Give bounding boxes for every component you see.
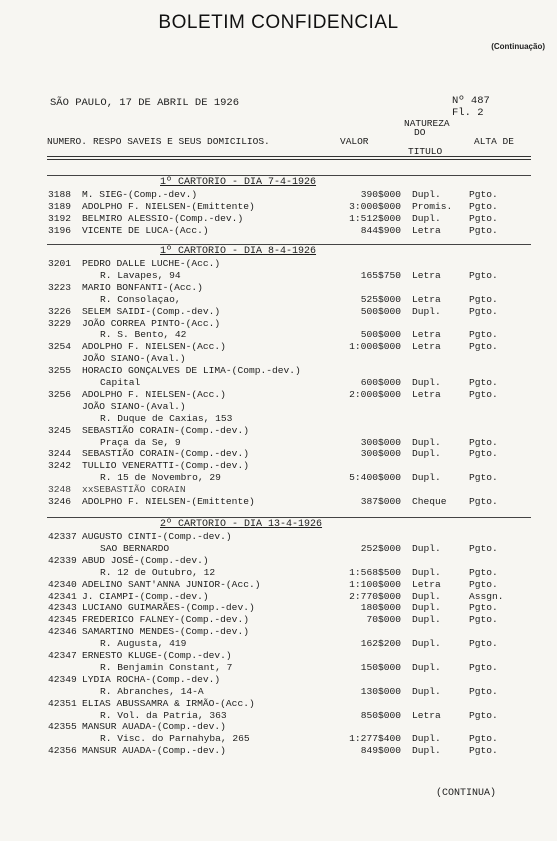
entry-status: Pgto. bbox=[469, 377, 498, 388]
entry-value: 1:568$500 bbox=[349, 566, 401, 578]
entry-nature: Dupl. bbox=[412, 566, 441, 578]
entry-value: 165$750 bbox=[360, 269, 401, 281]
entry-row bbox=[0, 614, 557, 625]
entry-address: R. Lavapes, 94 bbox=[100, 269, 181, 281]
entry-value: 849$000 bbox=[360, 745, 401, 757]
dateline: SÃO PAULO, 17 DE ABRIL DE 1926 bbox=[50, 97, 240, 109]
section-heading: 1º CARTORIO - DIA 8-4-1926 bbox=[160, 246, 317, 257]
sheet-number: Fl. 2 bbox=[452, 107, 484, 119]
entry-name: AUGUSTO CINTI-(Comp.-dev.) bbox=[82, 531, 232, 542]
entry-name: ADOLPHO F. NIELSEN-(Acc.) bbox=[82, 341, 226, 353]
entry-nature: Dupl. bbox=[412, 436, 441, 448]
entry-number: 3188 bbox=[48, 189, 72, 200]
entry-name: ADELINO SANT'ANNA JUNIOR-(Acc.) bbox=[82, 578, 261, 590]
entry-address: R. Visc. do Parnahyba, 265 bbox=[100, 733, 250, 745]
entry-address-row bbox=[0, 638, 557, 649]
entry-row bbox=[0, 555, 557, 566]
entry-status: Pgto. bbox=[469, 388, 498, 400]
entry-nature: Dupl. bbox=[412, 614, 441, 626]
entry-row bbox=[0, 674, 557, 685]
section-heading: 1º CARTORIO - DIA 7-4-1926 bbox=[160, 177, 317, 188]
entry-row bbox=[0, 401, 557, 412]
entry-status: Assgn. bbox=[469, 590, 504, 602]
entry-status: Pgto. bbox=[469, 709, 498, 721]
entry-name: SEBASTIÃO CORAIN-(Comp.-dev.) bbox=[82, 448, 249, 460]
entry-address-row bbox=[0, 543, 557, 554]
entry-row bbox=[0, 650, 557, 661]
entry-value: 2:770$000 bbox=[349, 590, 401, 602]
entry-number: 42337 bbox=[48, 531, 77, 542]
entry-row bbox=[0, 189, 557, 200]
entry-status: Pgto. bbox=[469, 305, 498, 317]
entry-address: Praça da Se, 9 bbox=[100, 436, 181, 448]
entry-status: Pgto. bbox=[469, 472, 498, 484]
entry-name: ERNESTO KLUGE-(Comp.-dev.) bbox=[82, 650, 232, 661]
bulletin-number-block bbox=[452, 95, 490, 119]
entry-row bbox=[0, 353, 557, 364]
entry-name: TULLIO VENERATTI-(Comp.-dev.) bbox=[82, 460, 249, 472]
continua-label: (CONTINUA) bbox=[436, 788, 497, 799]
entry-value: 2:000$000 bbox=[349, 388, 401, 400]
entry-nature: Letra bbox=[412, 388, 441, 400]
entry-address-row bbox=[0, 733, 557, 744]
entry-address: R. Vol. da Patria, 363 bbox=[100, 709, 227, 721]
entry-row bbox=[0, 341, 557, 352]
entry-status: Pgto. bbox=[469, 200, 498, 212]
entry-address-row bbox=[0, 437, 557, 448]
entry-address: R. Consolaçao, bbox=[100, 293, 181, 305]
entry-address: R. Abranches, 14-A bbox=[100, 685, 204, 697]
entry-name: JOÃO CORREA PINTO-(Acc.) bbox=[82, 317, 221, 329]
section-rule bbox=[47, 175, 531, 176]
entry-address-row bbox=[0, 413, 557, 424]
entry-nature: Dupl. bbox=[412, 685, 441, 697]
entry-status: Pgto. bbox=[469, 578, 498, 590]
entry-address-row bbox=[0, 472, 557, 483]
entry-row bbox=[0, 626, 557, 637]
entry-value: 180$000 bbox=[360, 602, 401, 614]
entry-address-row bbox=[0, 377, 557, 388]
entry-number: 42351 bbox=[48, 697, 77, 709]
entry-row bbox=[0, 698, 557, 709]
continuation-label: (Continuação) bbox=[491, 42, 545, 51]
entry-number: 3255 bbox=[48, 365, 72, 377]
entry-status: Pgto. bbox=[469, 189, 498, 200]
entry-number: 42340 bbox=[48, 578, 77, 590]
entry-status: Pgto. bbox=[469, 329, 498, 341]
entry-name: JOÃO SIANO-(Aval.) bbox=[82, 353, 186, 365]
col-natureza-1: NATUREZA bbox=[404, 118, 450, 129]
entry-nature: Dupl. bbox=[412, 212, 441, 224]
entry-value: 150$000 bbox=[360, 661, 401, 673]
entry-value: 1:000$000 bbox=[349, 341, 401, 353]
col-natureza-3: TITULO bbox=[408, 146, 443, 157]
entry-nature: Cheque bbox=[412, 496, 447, 507]
entry-status: Pgto. bbox=[469, 224, 498, 236]
entry-status: Pgto. bbox=[469, 661, 498, 673]
bulletin-number: Nº 487 bbox=[452, 95, 490, 107]
col-alta: ALTA DE bbox=[474, 136, 514, 147]
entry-nature: Dupl. bbox=[412, 733, 441, 745]
entry-nature: Dupl. bbox=[412, 542, 441, 554]
entry-status: Pgto. bbox=[469, 341, 498, 353]
entry-address: R. Duque de Caxias, 153 bbox=[100, 412, 233, 424]
entry-name: xxSEBASTIÃO CORAIN bbox=[82, 484, 186, 496]
entry-number: 3242 bbox=[48, 460, 72, 472]
entry-value: 844$900 bbox=[360, 224, 401, 236]
entry-nature: Letra bbox=[412, 269, 441, 281]
entry-nature: Dupl. bbox=[412, 305, 441, 317]
entry-name: SELEM SAIDI-(Comp.-dev.) bbox=[82, 305, 221, 317]
entry-number: 3192 bbox=[48, 212, 72, 224]
entry-row bbox=[0, 225, 557, 236]
entry-nature: Dupl. bbox=[412, 377, 441, 388]
entry-status: Pgto. bbox=[469, 733, 498, 745]
entry-name: ADOLPHO F. NIELSEN-(Acc.) bbox=[82, 388, 226, 400]
entry-value: 600$000 bbox=[360, 377, 401, 388]
entry-row bbox=[0, 389, 557, 400]
entry-row bbox=[0, 602, 557, 613]
entry-row bbox=[0, 448, 557, 459]
entry-number: 3229 bbox=[48, 317, 72, 329]
entry-name: BELMIRO ALESSIO-(Comp.-dev.) bbox=[82, 212, 244, 224]
entry-value: 5:400$000 bbox=[349, 472, 401, 484]
entry-value: 1:100$000 bbox=[349, 578, 401, 590]
entry-status: Pgto. bbox=[469, 293, 498, 305]
entry-number: 3189 bbox=[48, 200, 72, 212]
entry-value: 130$000 bbox=[360, 685, 401, 697]
entry-number: 42355 bbox=[48, 721, 77, 733]
entry-address: R. S. Bento, 42 bbox=[100, 329, 187, 341]
entry-row bbox=[0, 484, 557, 495]
entry-address-row bbox=[0, 686, 557, 697]
entry-address: R. Benjamin Constant, 7 bbox=[100, 661, 233, 673]
entry-row bbox=[0, 258, 557, 269]
section-heading: 2º CARTORIO - DIA 13-4-1926 bbox=[160, 519, 323, 530]
entry-number: 42341 bbox=[48, 590, 77, 602]
entry-number: 3223 bbox=[48, 281, 72, 293]
entry-nature: Letra bbox=[412, 329, 441, 341]
entry-value: 500$000 bbox=[360, 329, 401, 341]
entry-name: SAMARTINO MENDES-(Comp.-dev.) bbox=[82, 626, 249, 638]
entry-address-row bbox=[0, 329, 557, 340]
entry-number: 3256 bbox=[48, 388, 72, 400]
entry-name: MARIO BONFANTI-(Acc.) bbox=[82, 281, 203, 293]
entry-row bbox=[0, 496, 557, 507]
entry-address-row bbox=[0, 710, 557, 721]
entry-name: ELIAS ABUSSAMRA & IRMÃO-(Acc.) bbox=[82, 697, 255, 709]
entry-address-row bbox=[0, 567, 557, 578]
entry-number: 3201 bbox=[48, 258, 72, 269]
entry-address: SAO BERNARDO bbox=[100, 542, 170, 554]
entry-nature: Dupl. bbox=[412, 661, 441, 673]
entry-address-row bbox=[0, 662, 557, 673]
entry-nature: Letra bbox=[412, 224, 441, 236]
entry-status: Pgto. bbox=[469, 212, 498, 224]
entry-nature: Dupl. bbox=[412, 602, 441, 614]
entry-nature: Letra bbox=[412, 709, 441, 721]
entry-address: R. 15 de Novembro, 29 bbox=[100, 472, 221, 484]
entry-name: HORACIO GONÇALVES DE LIMA-(Comp.-dev.) bbox=[82, 365, 301, 377]
entry-name: LYDIA ROCHA-(Comp.-dev.) bbox=[82, 673, 221, 685]
entry-address-row bbox=[0, 294, 557, 305]
entry-value: 500$000 bbox=[360, 305, 401, 317]
entry-number: 3248 bbox=[48, 484, 72, 496]
entry-value: 387$000 bbox=[360, 496, 401, 507]
entry-row bbox=[0, 579, 557, 590]
entry-status: Pgto. bbox=[469, 638, 498, 650]
entry-nature: Dupl. bbox=[412, 745, 441, 757]
entry-number: 42339 bbox=[48, 554, 77, 566]
entry-number: 42347 bbox=[48, 650, 77, 661]
entry-nature: Dupl. bbox=[412, 189, 441, 200]
entry-name: J. CIAMPI-(Comp.-dev.) bbox=[82, 590, 209, 602]
entry-address-row bbox=[0, 270, 557, 281]
entry-nature: Dupl. bbox=[412, 590, 441, 602]
entry-name: LUCIANO GUIMARÃES-(Comp.-dev.) bbox=[82, 602, 255, 614]
entry-number: 42343 bbox=[48, 602, 77, 614]
entry-value: 252$000 bbox=[360, 542, 401, 554]
col-numero: NUMERO. bbox=[47, 136, 87, 147]
entry-status: Pgto. bbox=[469, 436, 498, 448]
entry-number: 3244 bbox=[48, 448, 72, 460]
entry-status: Pgto. bbox=[469, 496, 498, 507]
section-rule bbox=[47, 244, 531, 245]
entry-value: 850$000 bbox=[360, 709, 401, 721]
entry-name: JOÃO SIANO-(Aval.) bbox=[82, 400, 186, 412]
entry-name: VICENTE DE LUCA-(Acc.) bbox=[82, 224, 209, 236]
entry-name: ABUD JOSÉ-(Comp.-dev.) bbox=[82, 554, 209, 566]
entry-value: 162$200 bbox=[360, 638, 401, 650]
entry-address: R. 12 de Outubro, 12 bbox=[100, 566, 216, 578]
entry-status: Pgto. bbox=[469, 602, 498, 614]
entry-name: ADOLPHO F. NIELSEN-(Emittente) bbox=[82, 200, 255, 212]
entry-row bbox=[0, 460, 557, 471]
entry-value: 1:512$000 bbox=[349, 212, 401, 224]
entry-row bbox=[0, 531, 557, 542]
col-valor: VALOR bbox=[340, 136, 369, 147]
entry-name: MANSUR AUADA-(Comp.-dev.) bbox=[82, 745, 226, 757]
header-divider-double bbox=[47, 159, 531, 160]
entry-number: 3196 bbox=[48, 224, 72, 236]
entry-number: 3246 bbox=[48, 496, 72, 507]
page-title: BOLETIM CONFIDENCIAL bbox=[158, 12, 399, 33]
entry-row bbox=[0, 306, 557, 317]
entry-row bbox=[0, 318, 557, 329]
entry-number: 3245 bbox=[48, 424, 72, 436]
entry-value: 300$000 bbox=[360, 436, 401, 448]
entry-value: 390$000 bbox=[360, 189, 401, 200]
entry-row bbox=[0, 425, 557, 436]
entry-number: 3254 bbox=[48, 341, 72, 353]
entry-name: SEBASTIÃO CORAIN-(Comp.-dev.) bbox=[82, 424, 249, 436]
entry-status: Pgto. bbox=[469, 542, 498, 554]
entry-value: 70$000 bbox=[366, 614, 401, 626]
entry-number: 3226 bbox=[48, 305, 72, 317]
entry-status: Pgto. bbox=[469, 448, 498, 460]
entry-address: Capital bbox=[100, 377, 141, 388]
entry-row bbox=[0, 365, 557, 376]
entry-number: 42345 bbox=[48, 614, 77, 626]
entry-nature: Letra bbox=[412, 293, 441, 305]
entry-row bbox=[0, 201, 557, 212]
entry-nature: Promis. bbox=[412, 200, 453, 212]
header-divider bbox=[47, 156, 531, 157]
entry-row bbox=[0, 721, 557, 732]
entry-value: 3:000$000 bbox=[349, 200, 401, 212]
entry-nature: Dupl. bbox=[412, 472, 441, 484]
entry-nature: Letra bbox=[412, 578, 441, 590]
col-natureza-2: DO bbox=[414, 127, 426, 138]
entry-number: 42349 bbox=[48, 673, 77, 685]
entry-value: 300$000 bbox=[360, 448, 401, 460]
entry-nature: Dupl. bbox=[412, 638, 441, 650]
entry-value: 1:277$400 bbox=[349, 733, 401, 745]
entry-name: M. SIEG-(Comp.-dev.) bbox=[82, 189, 198, 200]
entry-name: FREDERICO FALNEY-(Comp.-dev.) bbox=[82, 614, 249, 626]
entry-status: Pgto. bbox=[469, 566, 498, 578]
entry-status: Pgto. bbox=[469, 685, 498, 697]
entry-row bbox=[0, 213, 557, 224]
entry-name: MANSUR AUADA-(Comp.-dev.) bbox=[82, 721, 226, 733]
entry-name: ADOLPHO F. NIELSEN-(Emittente) bbox=[82, 496, 255, 507]
entry-number: 42346 bbox=[48, 626, 77, 638]
entry-status: Pgto. bbox=[469, 745, 498, 757]
entry-status: Pgto. bbox=[469, 269, 498, 281]
entry-nature: Dupl. bbox=[412, 448, 441, 460]
entry-value: 525$000 bbox=[360, 293, 401, 305]
entry-status: Pgto. bbox=[469, 614, 498, 626]
entry-number: 42356 bbox=[48, 745, 77, 757]
entry-nature: Letra bbox=[412, 341, 441, 353]
section-rule bbox=[47, 517, 531, 518]
col-responsaveis: RESPO SAVEIS E SEUS DOMICILIOS. bbox=[93, 136, 270, 147]
entry-row bbox=[0, 745, 557, 756]
entry-row bbox=[0, 282, 557, 293]
entry-address: R. Augusta, 419 bbox=[100, 638, 187, 650]
entry-row bbox=[0, 591, 557, 602]
entry-name: PEDRO DALLE LUCHE-(Acc.) bbox=[82, 258, 221, 269]
